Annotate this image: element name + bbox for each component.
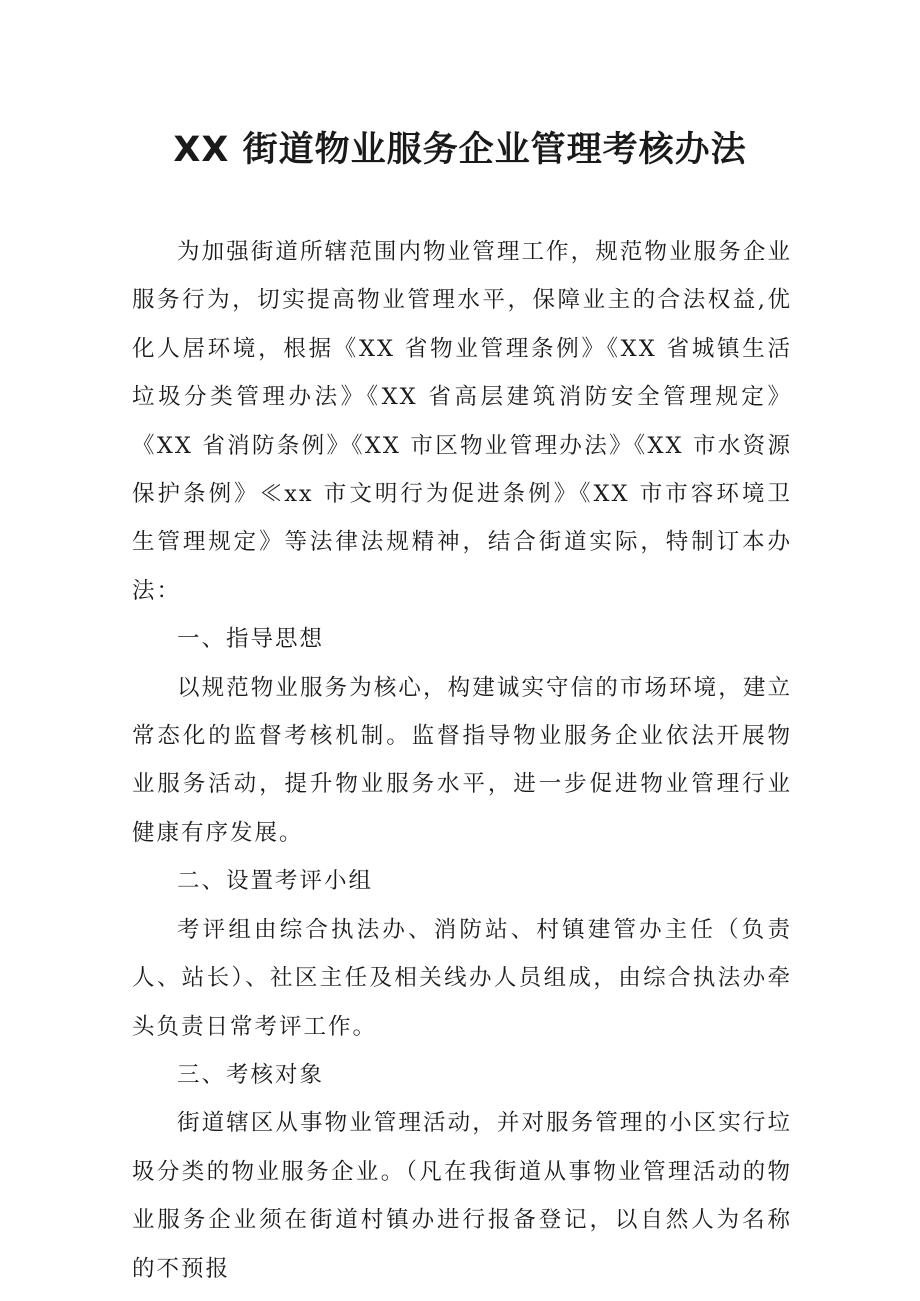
section-heading-guiding-ideology: 一、指导思想	[177, 626, 325, 653]
intro-paragraph: 为加强街道所辖范围内物业管理工作，规范物业服务企业服务行为，切实提高物业管理水平，保障业主的合法权益,优化人居环境，根据《XX 省物业管理条例》《XX 省城镇生活垃圾分类管理办法》《XX 省高层建筑消防安全管理规定》《XX 省消防条例》《XX 市区物业管理办法》《XX 市水资源保护条例》≪xx 市文明行为促进条例》《XX 市市容环境卫生管理规定》等法律法规精神，结合街道实际，特制订本办法：	[132, 239, 792, 604]
document-title: XX 街道物业服务企业管理考核办法	[173, 130, 747, 170]
assessment-targets-paragraph: 街道辖区从事物业管理活动，并对服务管理的小区实行垃圾分类的物业服务企业。（凡在我街道从事物业管理活动的物业服务企业须在街道村镇办进行报备登记，以自然人为名称的不预报	[132, 1110, 792, 1282]
section-heading-assessment-targets: 三、考核对象	[177, 1061, 325, 1088]
document-body	[132, 228, 792, 1293]
evaluation-group-paragraph: 考评组由综合执法办、消防站、村镇建管办主任（负责人、站长）、社区主任及相关线办人员组成，由综合执法办牵头负责日常考评工作。	[132, 916, 792, 1040]
section-heading-evaluation-group: 二、设置考评小组	[177, 868, 374, 895]
guiding-ideology-paragraph: 以规范物业服务为核心，构建诚实守信的市场环境，建立常态化的监督考核机制。监督指导物业服务企业依法开展物业服务活动，提升物业服务水平，进一步促进物业管理行业健康有序发展。	[132, 674, 792, 846]
